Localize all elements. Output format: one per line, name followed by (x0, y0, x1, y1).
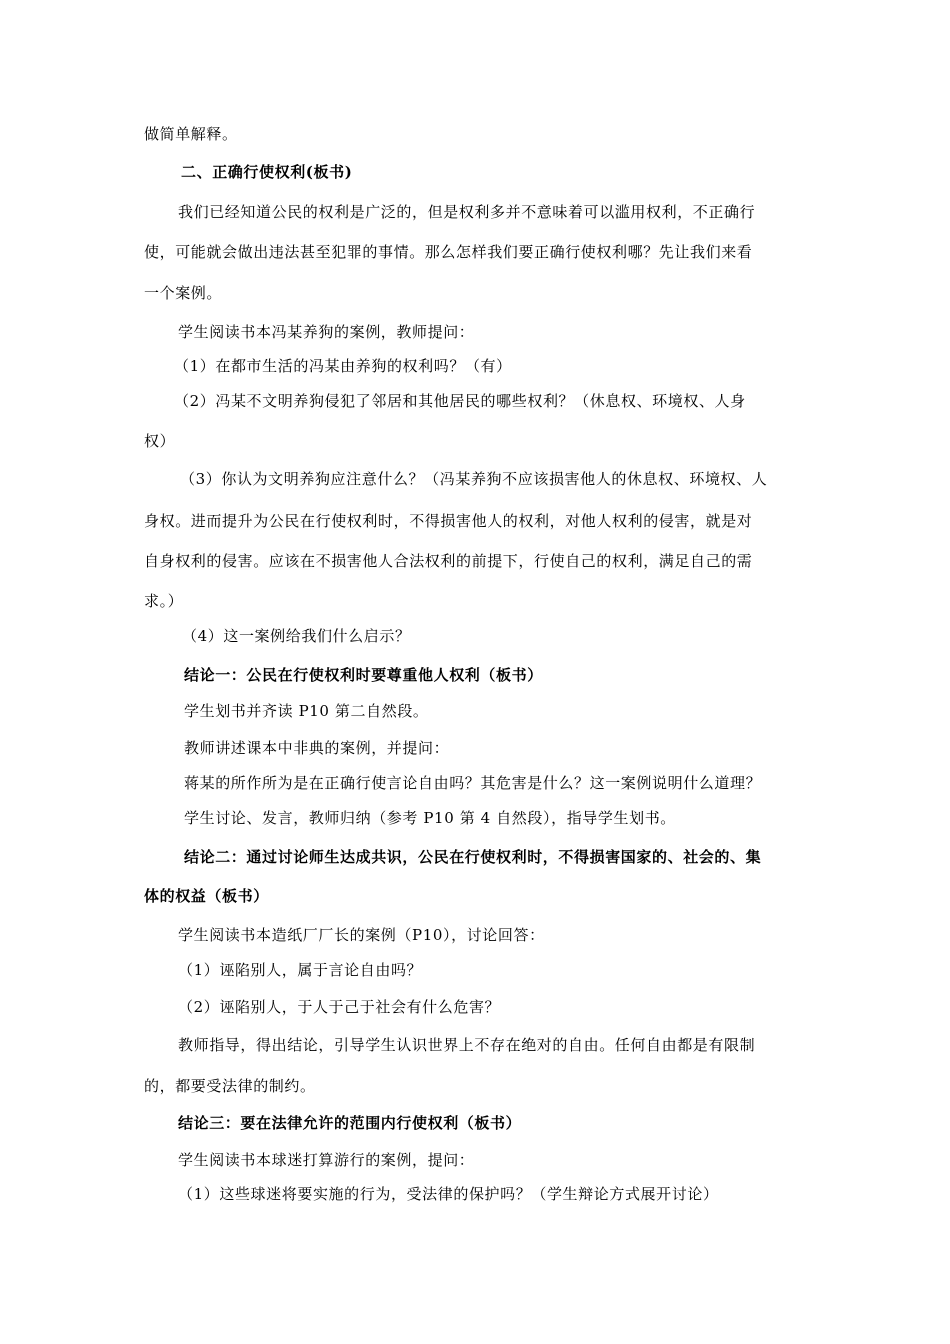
conclusion-heading: 结论三：要在法律允许的范围内行使权利（板书） (178, 1114, 522, 1132)
text-line: 学生阅读书本球迷打算游行的案例，提问： (178, 1151, 475, 1169)
text-line: （1）在都市生活的冯某由养狗的权利吗？（有） (174, 357, 512, 375)
text-line: 求。） (144, 592, 184, 610)
text-line: 做简单解释。 (144, 125, 238, 143)
text-line: 的，都要受法律的制约。 (144, 1077, 316, 1095)
text-line: 学生阅读书本造纸厂厂长的案例（P10），讨论回答： (178, 926, 545, 944)
conclusion-heading: 结论二：通过讨论师生达成共识，公民在行使权利时，不得损害国家的、社会的、集 (184, 848, 762, 866)
text-line: 教师指导，得出结论，引导学生认识世界上不存在绝对的自由。任何自由都是有限制 (178, 1036, 756, 1054)
text-line: 权） (144, 432, 176, 450)
text-line: （2）冯某不文明养狗侵犯了邻居和其他居民的哪些权利？（休息权、环境权、人身 (174, 392, 746, 410)
text-line: 使，可能就会做出违法甚至犯罪的事情。那么怎样我们要正确行使权利哪？先让我们来看 (144, 243, 753, 261)
text-line: （1）这些球迷将要实施的行为，受法律的保护吗？（学生辩论方式展开讨论） (178, 1185, 719, 1203)
text-line: （2）诬陷别人，于人于己于社会有什么危害？ (178, 998, 501, 1016)
text-line: （3）你认为文明养狗应注意什么？（冯某养狗不应该损害他人的休息权、环境权、人 (180, 470, 768, 488)
conclusion-heading-continued: 体的权益（板书） (144, 887, 269, 905)
text-line: 学生讨论、发言，教师归纳（参考 P10 第 4 自然段），指导学生划书。 (184, 809, 676, 827)
text-line: （1）诬陷别人，属于言论自由吗？ (178, 961, 423, 979)
text-line: 我们已经知道公民的权利是广泛的，但是权利多并不意味着可以滥用权利，不正确行 (178, 203, 756, 221)
text-line: 蒋某的所作所为是在正确行使言论自由吗？其危害是什么？这一案例说明什么道理？ (184, 774, 762, 792)
conclusion-heading: 结论一：公民在行使权利时要尊重他人权利（板书） (184, 666, 543, 684)
text-line: 学生划书并齐读 P10 第二自然段。 (184, 702, 429, 720)
text-line: 学生阅读书本冯某养狗的案例，教师提问： (178, 323, 475, 341)
text-line: 身权。进而提升为公民在行使权利时，不得损害他人的权利，对他人权利的侵害，就是对 (144, 512, 753, 530)
text-line: 教师讲述课本中非典的案例，并提问： (184, 739, 450, 757)
text-line: （4）这一案例给我们什么启示？ (182, 627, 411, 645)
section-heading: 二、正确行使权利(板书) (181, 163, 353, 181)
text-line: 自身权利的侵害。应该在不损害他人合法权利的前提下，行使自己的权利，满足自己的需 (144, 552, 753, 570)
text-line: 一个案例。 (144, 284, 223, 302)
